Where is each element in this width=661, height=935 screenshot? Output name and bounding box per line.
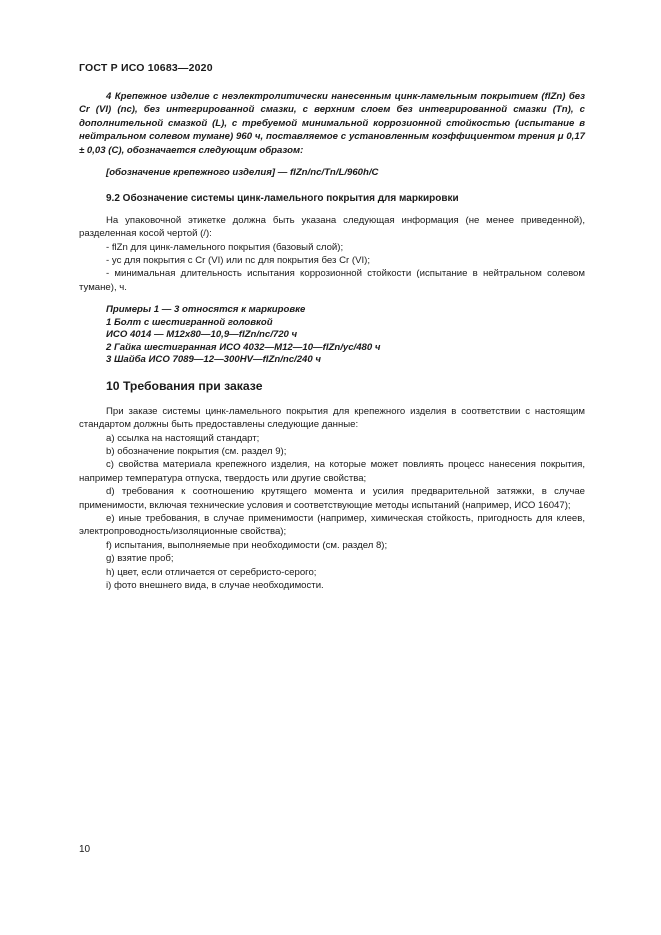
marking-item-2: - yc для покрытия с Cr (VI) или nc для покрытия без Cr (VI); [106,255,371,267]
page-content [79,90,585,592]
section-9-2-heading: 9.2 Обозначение системы цинк-ламельного покрытия для маркировки [106,193,459,205]
section-9-2-intro: На упаковочной этикетке должна быть указана следующая информация (не менее приведенной), разделенная косой чертой (/): [79,214,585,240]
order-item-b: b) обозначение покрытия (см. раздел 9); [106,445,287,457]
examples-title: Примеры 1 — 3 относятся к маркировке [106,304,306,316]
example-2-marking: 2 Гайка шестигранная ИСО 4032—M12—10—flZn/yc/480 ч [106,341,381,353]
note-4-designation: [обозначение крепежного изделия] — flZn/nc/Tn/L/960h/C [106,167,379,179]
order-item-h: h) цвет, если отличается от серебристо-серого; [106,566,317,578]
document-header: ГОСТ Р ИСО 10683—2020 [79,62,213,74]
marking-item-3: - минимальная длительность испытания коррозионной стойкости (испытание в нейтральном солевом тумане), ч. [79,268,585,293]
marking-examples [106,304,585,366]
section-10-intro: При заказе системы цинк-ламельного покрытия для крепежного изделия в соответствии с настоящим стандартом должны быть предоставлены следующие данные: [79,405,585,431]
section-10-heading: 10 Требования при заказе [106,379,263,394]
order-item-g: g) взятие проб; [106,553,174,565]
page-number: 10 [79,844,91,855]
example-3-marking: 3 Шайба ИСО 7089—12—300HV—flZn/nc/240 ч [106,353,321,365]
example-1-title: 1 Болт с шестигранной головкой [106,316,273,328]
note-4: 4 Крепежное изделие с неэлектролитически нанесенным цинк-ламельным покрытием (flZn) без Cr (VI) (nc), без интегрированной смазки, с верхним слоем без интегрированной смазки (Tn), с дополнительной смазкой (L), с требуемой минимальной коррозионной стойкостью (испытание в нейтральном солевом тумане) 960 ч, поставляемое с установленным коэффициентом трения μ 0,17 ± 0,03 (C), обозначается следующим образом: [79,91,585,156]
example-1-marking: ИСО 4014 — M12x80—10,9—flZn/nc/720 ч [106,329,298,341]
order-item-i: i) фото внешнего вида, в случае необходимости. [106,580,324,591]
marking-item-1: - flZn для цинк-ламельного покрытия (базовый слой); [106,241,344,253]
order-item-f: f) испытания, выполняемые при необходимости (см. раздел 8); [106,539,388,551]
order-item-a: a) ссылка на настоящий стандарт; [106,432,260,444]
order-item-c: c) свойства материала крепежного изделия, на которые может повлиять процесс нанесения покрытия, например температура отпуска, твердость или другие свойства; [79,459,585,484]
order-item-d: d) требования к соотношению крутящего момента и усилия предварительной затяжки, в случае применимости, включая технические условия и соответствующие методы испытаний (например, ИСО 16047); [79,486,585,511]
order-item-e: e) иные требования, в случае применимости (например, химическая стойкость, пригодность для клеев, электропроводность/изоляционные свойства); [79,512,585,538]
